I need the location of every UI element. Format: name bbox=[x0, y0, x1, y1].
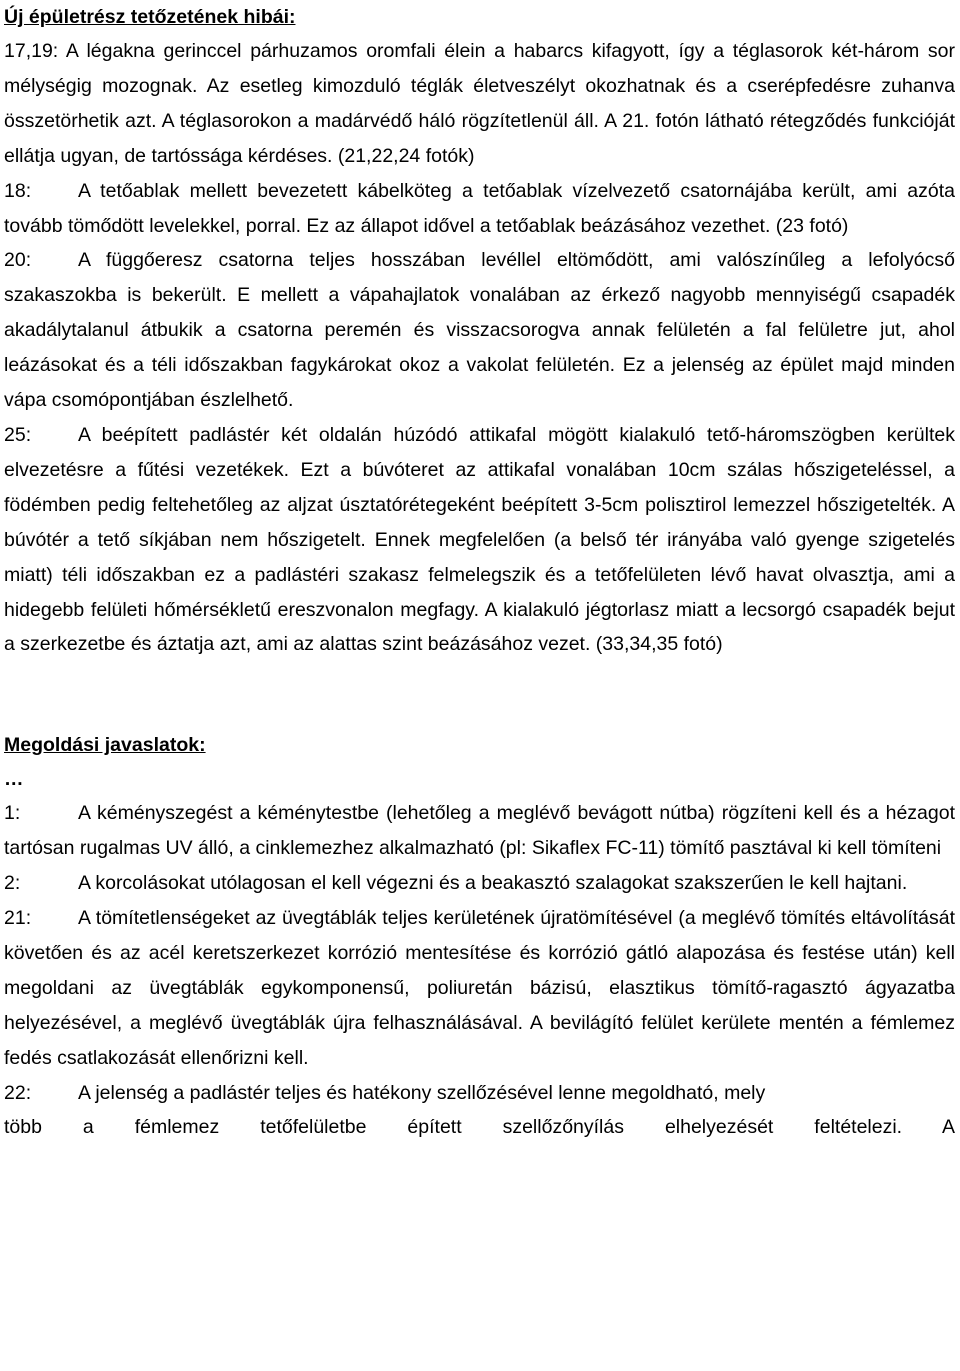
paragraph-20 bbox=[4, 243, 955, 418]
paragraph-2 bbox=[4, 866, 955, 901]
item-number: 25: bbox=[4, 423, 32, 446]
document-page bbox=[4, 0, 955, 1145]
paragraph-22-continuation: több a fémlemez tetőfelületbe épített szellőzőnyílás elhelyezését feltételezi. A bbox=[4, 1116, 955, 1139]
item-text: A tetőablak mellett bevezetett kábelköteg a tetőablak vízelvezető csatornájába került, ami azóta tovább tömődött levelekkel, porral. Ez az állapot idővel a tetőablak beázásához vezethet. (23 fotó) bbox=[4, 179, 955, 237]
section-gap bbox=[4, 662, 955, 728]
paragraph-25 bbox=[4, 418, 955, 662]
paragraph-21 bbox=[4, 901, 955, 1076]
item-text: A függőeresz csatorna teljes hosszában levéllel eltömődött, ami valószínűleg a lefolyócső szakaszokba is bekerült. E mellett a vápahajlatok vonalában az érkező nagyobb mennyiségű csapadék akadálytalanul átbukik a csatorna peremén és visszacsorogva annak felületén a fal felületre jut, ahol leázásokat és a téli időszakban fagykárokat okoz a vakolat felületén. Ez a jelenség az épület majd minden vápa csomópontjában észlelhető. bbox=[4, 249, 955, 412]
item-number: 1: bbox=[4, 802, 21, 825]
item-number: 22: bbox=[4, 1081, 32, 1104]
section-heading-defects: Új épületrész tetőzetének hibái: bbox=[4, 6, 296, 28]
paragraph-1 bbox=[4, 796, 955, 866]
item-number: 20: bbox=[4, 249, 32, 272]
item-text: A tömítetlenségeket az üvegtáblák teljes kerületének újratömítésével (a meglévő tömítés eltávolítását követően és az acél keretszerkezet korrózió mentesítése és korrózió gátló alapozása és festése után) kell megoldani az üvegtáblák egykomponensű, poliuretán bázisú, elasztikus tömítő-ragasztó ágyazatba helyezésével, a meglévő üvegtáblák újra felhasználásával. A bevilágító felület kerülete mentén a fémlemez fedés csatlakozását ellenőrizni kell. bbox=[4, 907, 955, 1069]
item-number: 2: bbox=[4, 872, 21, 895]
paragraph-22 bbox=[4, 1076, 955, 1111]
section-heading-solutions: Megoldási javaslatok: bbox=[4, 734, 206, 757]
paragraph-17-19: 17,19: A légakna gerinccel párhuzamos oromfali élein a habarcs kifagyott, így a téglasorok két-három sor mélységig mozognak. Az esetleg kimozduló téglák életveszélyt okozhatnak és a cserépfedésre zuhanva összetörhetik azt. A téglasorokon a madárvédő háló rögzítetlenül áll. A 21. fotón látható rétegződés funkcióját ellátja ugyan, de tartóssága kérdéses. (21,22,24 fotók) bbox=[4, 40, 955, 167]
item-text: A kéményszegést a kéménytestbe (lehetőleg a meglévő bevágott nútba) rögzíteni kell és a hézagot tartósan rugalmas UV álló, a cinklemezhez alkalmazható (pl: Sikaflex FC-11) tömítő pasztával ki kell tömíteni bbox=[4, 802, 955, 860]
paragraph-18 bbox=[4, 174, 955, 244]
item-text: A jelenség a padlástér teljes és hatékony szellőzésével lenne megoldható, mely bbox=[78, 1081, 766, 1104]
item-number: 18: bbox=[4, 179, 32, 202]
item-number: 21: bbox=[4, 907, 32, 930]
item-text: A beépített padlástér két oldalán húzódó attikafal mögött kialakuló tető-háromszögben kerültek elvezetésre a fűtési vezetékek. Ezt a búvóteret az attikafal vonalában 10cm szálas hőszigeteléssel, a födémben pedig feltehetőleg az aljzat úsztatórétegeként beépített 3-5cm polisztirol lemezzel hőszigetelték. A búvótér a tető síkjában nem hőszigetelt. Ennek megfelelően (a belső tér irányába való gyenge szigetelés miatt) téli időszakban ez a padlástéri szakasz felmelegszik és a tetőfelületen lévő havat olvasztja, ami a hidegebb felületi hőmérsékletű ereszvonalon megfagy. A kialakuló jégtorlasz miatt a lecsorgó csapadék bejut a szerkezetbe és áztatja azt, ami az alattas szint beázásához vezet. (33,34,35 fotó) bbox=[4, 423, 955, 656]
item-text: A korcolásokat utólagosan el kell végezni és a beakasztó szalagokat szakszerűen le kell hajtani. bbox=[78, 872, 908, 895]
ellipsis-marker: … bbox=[4, 768, 24, 791]
